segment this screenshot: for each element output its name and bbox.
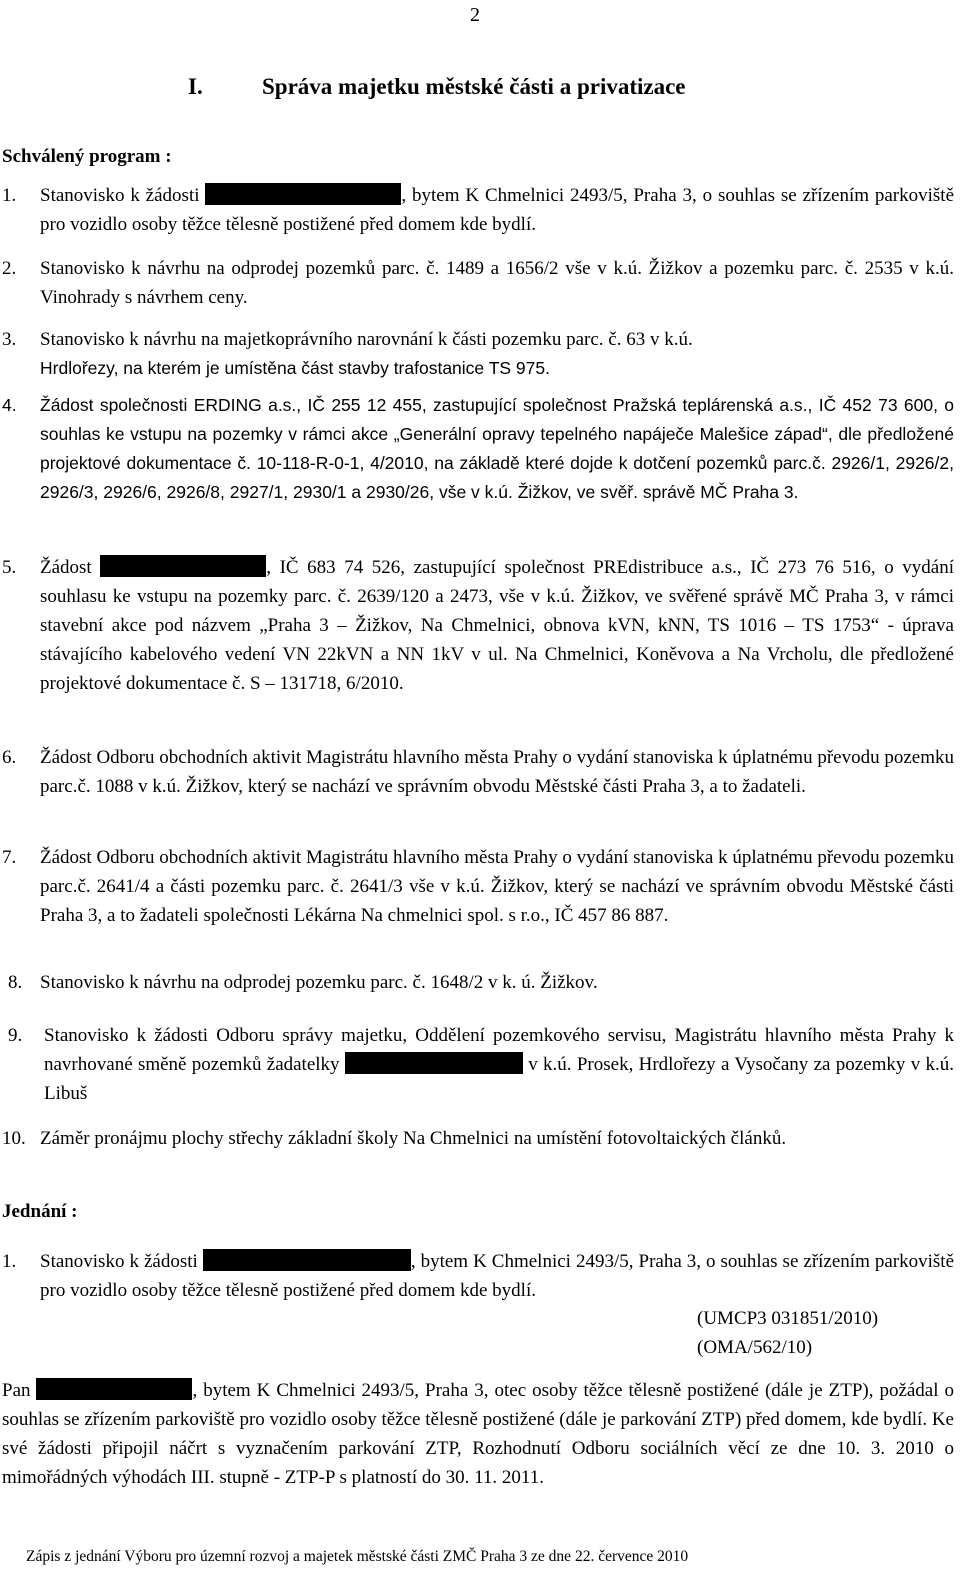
item-number: 7.: [2, 847, 17, 868]
item-number: 10.: [2, 1128, 26, 1149]
page-number: 2: [470, 4, 480, 26]
redacted-name: [345, 1052, 523, 1074]
item-text: Žádost: [40, 557, 92, 578]
page-footer: Zápis z jednání Výboru pro územní rozvoj a majetek městské části ZMČ Praha 3 ze dne 22. července 2010: [26, 1548, 689, 1565]
item-text: Záměr pronájmu plochy střechy základní školy Na Chmelnici na umístění fotovoltaických článků.: [40, 1128, 787, 1149]
section-title: [188, 74, 686, 100]
item-number: 1.: [2, 1251, 17, 1272]
item-text: Stanovisko k návrhu na majetkoprávního narovnání k části pozemku parc. č. 63 v k.ú.: [40, 329, 693, 350]
program-item: [2, 553, 954, 698]
redacted-name: [203, 1249, 411, 1271]
reference-numbers: [697, 1304, 878, 1362]
item-text: , bytem K Chmelnici 2493/5, Praha 3, o souhlas se zřízením parkoviště pro vozidlo osoby těžce tělesně postižené před domem kde bydlí.: [40, 1251, 955, 1301]
redacted-name: [100, 555, 266, 577]
meeting-paragraph: [2, 1376, 954, 1492]
item-text: Hrdlořezy, na kterém je umístěna část stavby trafostanice TS 975.: [40, 358, 550, 378]
item-text: Žádost Odboru obchodních aktivit Magistrátu hlavního města Prahy o vydání stanoviska k úplatnému převodu pozemku parc.č. 1088 v k.ú. Žižkov, který se nachází ve správním obvodu Městské části Praha 3, a to žadateli.: [40, 747, 954, 797]
item-text: Žádost společnosti ERDING a.s., IČ 255 12 455, zastupující společnost Pražská teplárenská a.s., IČ 452 73 600, o souhlas ke vstupu na pozemky v rámci akce „Generální opravy tepelného napáječe Malešice západ“, dle předložené projektové dokumentace č. 10-118-R-0-1, 4/2010, na základě které dojde k dotčení pozemků parc.č. 2926/1, 2926/2, 2926/3, 2926/6, 2926/8, 2927/1, 2930/1 a 2930/26, vše v k.ú. Žižkov, ve svěř. správě MČ Praha 3.: [40, 395, 954, 502]
meeting-heading: Jednání :: [2, 1201, 78, 1222]
item-number: 2.: [2, 258, 17, 279]
program-item: [2, 743, 954, 801]
item-number: 5.: [2, 557, 17, 578]
section-title-text: Správa majetku městské části a privatizace: [262, 74, 686, 99]
redacted-name: [36, 1378, 192, 1400]
item-number: 9.: [8, 1025, 23, 1046]
item-number: 8.: [8, 972, 23, 993]
section-number: I.: [188, 74, 203, 99]
approved-program-heading: Schválený program :: [2, 146, 172, 167]
item-text: Stanovisko k žádosti: [40, 1251, 198, 1272]
program-item: [2, 254, 954, 312]
program-item: [2, 325, 954, 383]
meeting-item: [2, 1247, 954, 1305]
program-item: [2, 968, 954, 997]
item-number: 1.: [2, 185, 17, 206]
item-text: Stanovisko k návrhu na odprodej pozemku parc. č. 1648/2 v k. ú. Žižkov.: [40, 972, 598, 993]
program-item: [2, 1124, 954, 1153]
reference-oma: (OMA/562/10): [697, 1337, 813, 1358]
item-number: 4.: [2, 395, 17, 415]
program-item: [2, 181, 954, 239]
item-text: , bytem K Chmelnici 2493/5, Praha 3, o souhlas se zřízením parkoviště pro vozidlo osoby těžce tělesně postižené před domem kde bydlí.: [40, 185, 955, 235]
paragraph-text: , bytem K Chmelnici 2493/5, Praha 3, otec osoby těžce tělesně postižené (dále je ZTP), požádal o souhlas se zřízením parkoviště pro vozidlo osoby těžce tělesně postižené (dále je parkování ZTP) před domem, kde bydlí. Ke své žádosti připojil náčrt s vyznačením parkování ZTP, Rozhodnutí Odboru sociálních věcí ze dne 10. 3. 2010 o mimořádných výhodách III. stupně - ZTP-P s platností do 30. 11. 2011.: [2, 1380, 955, 1488]
program-item: [2, 391, 954, 507]
item-number: 6.: [2, 747, 17, 768]
item-text: Žádost Odboru obchodních aktivit Magistrátu hlavního města Prahy o vydání stanoviska k úplatnému převodu pozemku parc.č. 2641/4 a části pozemku parc. č. 2641/3 vše v k.ú. Žižkov, který se nachází ve správním obvodu Městské části Praha 3, a to žadateli společnosti Lékárna Na chmelnici spol. s r.o., IČ 457 86 887.: [40, 847, 954, 926]
item-text: Stanovisko k žádosti: [40, 185, 200, 206]
program-item: [2, 843, 954, 930]
redacted-name: [205, 183, 401, 205]
item-text: v k.ú. Prosek, Hrdlořezy a Vysočany za pozemky v k.ú. Libuš: [44, 1054, 955, 1104]
program-item: [2, 1021, 954, 1108]
item-number: 3.: [2, 329, 17, 350]
item-text: Stanovisko k návrhu na odprodej pozemků parc. č. 1489 a 1656/2 vše v k.ú. Žižkov a pozemku parc. č. 2535 v k.ú. Vinohrady s návrhem ceny.: [40, 258, 954, 308]
paragraph-text: Pan: [2, 1380, 31, 1401]
item-text: , IČ 683 74 526, zastupující společnost PREdistribuce a.s., IČ 273 76 516, o vydání souhlasu ke vstupu na pozemky parc. č. 2639/120 a 2473, vše v k.ú. Žižkov, ve svěřené správě MČ Praha 3, v rámci stavební akce pod názvem „Praha 3 – Žižkov, Na Chmelnici, obnova kVN, kNN, TS 1016 – TS 1753“ - úprava stávajícího kabelového vedení VN 22kVN a NN 1kV v ul. Na Chmelnici, Koněvova a Na Vrcholu, dle předložené projektové dokumentace č. S – 131718, 6/2010.: [40, 557, 954, 694]
reference-umcp3: (UMCP3 031851/2010): [697, 1308, 879, 1329]
item-text: Stanovisko k žádosti Odboru správy majetku, Oddělení pozemkového servisu, Magistrátu hlavního města Prahy k navrhované směně pozemků žadatelky: [44, 1025, 954, 1075]
